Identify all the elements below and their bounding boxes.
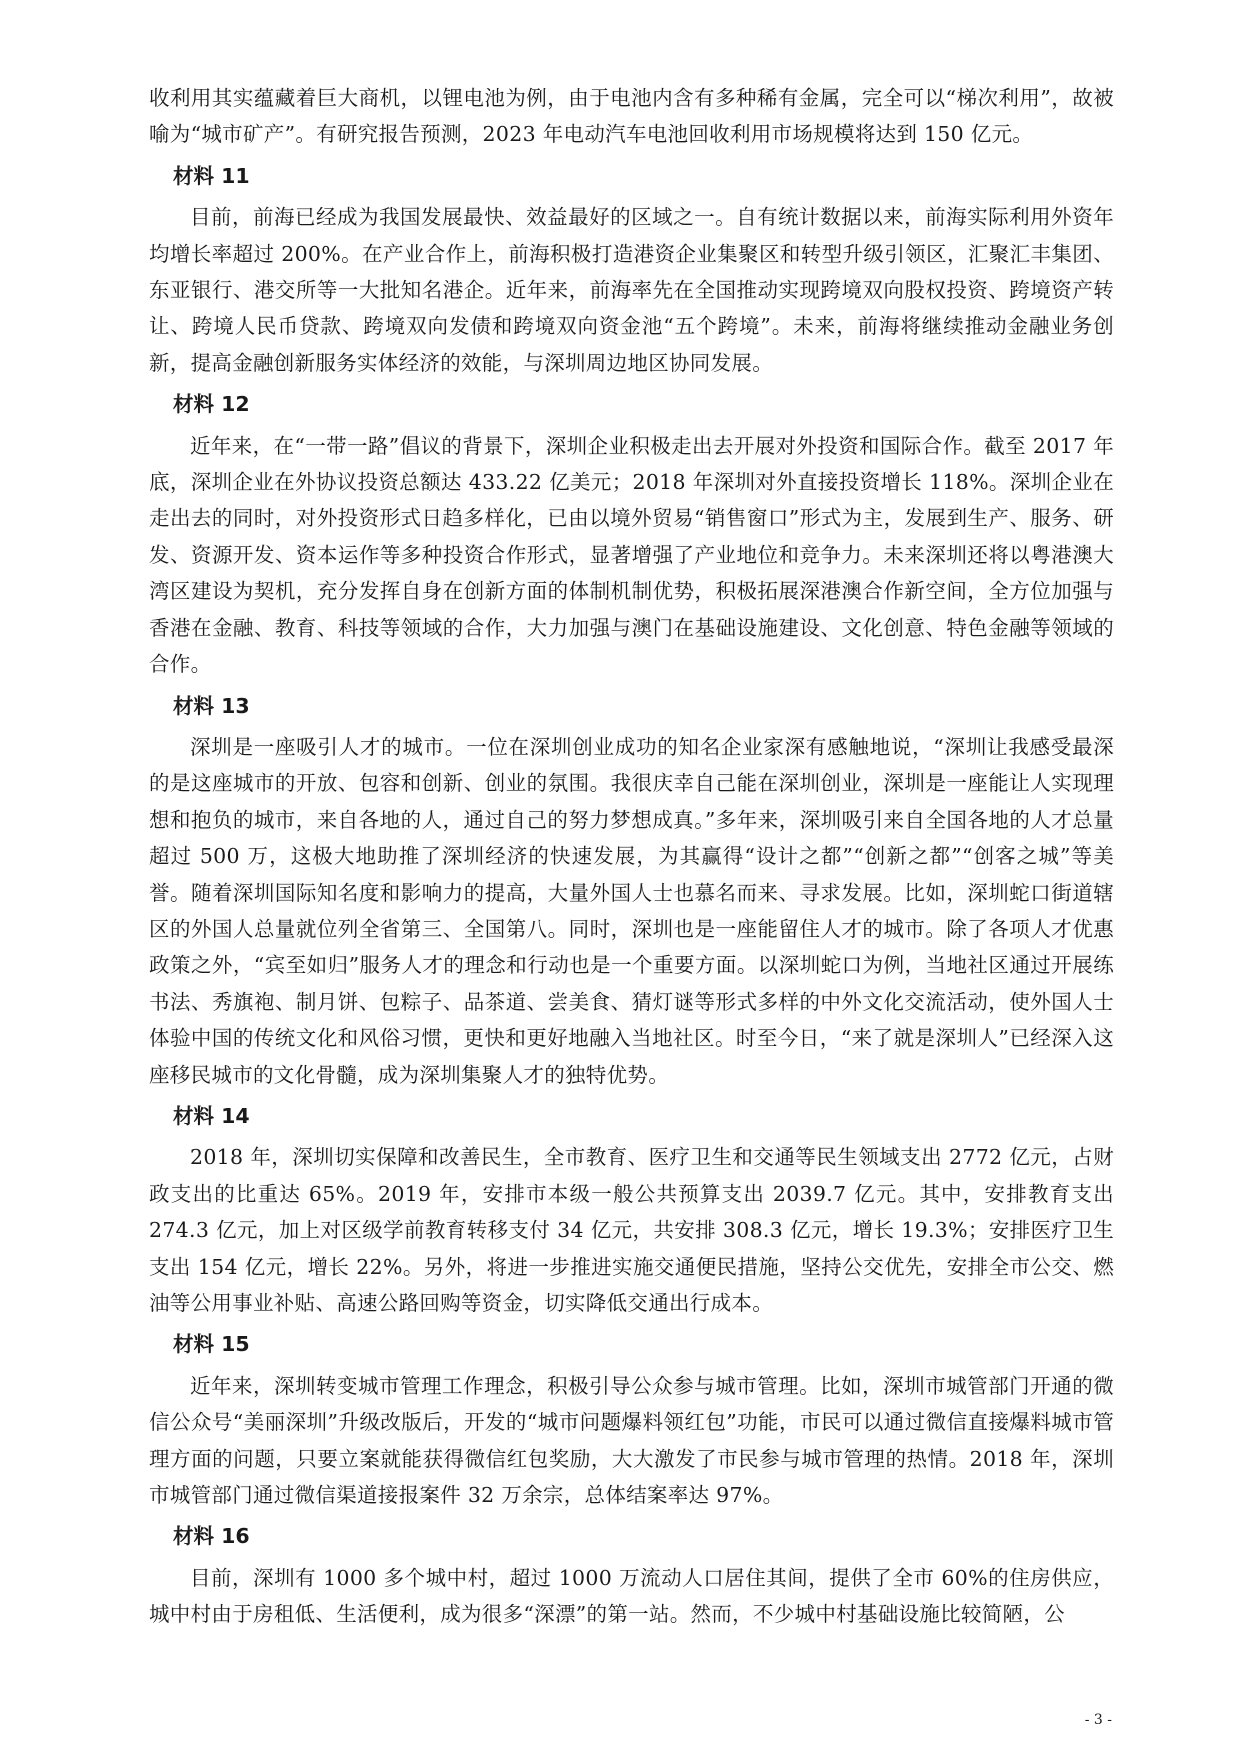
section-paragraph-14: 2018 年，深圳切实保障和改善民生，全市教育、医疗卫生和交通等民生领域支出 2772 亿元，占财政支出的比重达 65%。2019 年，安排市本级一般公共预算支出 2039.7 亿元。其中，安排教育支出 274.3 亿元，加上对区级学前教育转移支付 34 亿元，共安排 308.3 亿元，增长 19.3%；安排医疗卫生支出 154 亿元，增长 22%。另外，将进一步推进实施交通便民措施，坚持公交优先，安排全市公交、燃油等公用事业补贴、高速公路回购等资金，切实降低交通出行成本。 bbox=[149, 1145, 1114, 1315]
page-content bbox=[149, 80, 1114, 1633]
section-paragraph-11: 目前，前海已经成为我国发展最快、效益最好的区域之一。自有统计数据以来，前海实际利用外资年均增长率超过 200%。在产业合作上，前海积极打造港资企业集聚区和转型升级引领区，汇聚汇丰集团、东亚银行、港交所等一大批知名港企。近年来，前海率先在全国推动实现跨境双向股权投资、跨境资产转让、跨境人民币贷款、跨境双向发债和跨境双向资金池“五个跨境”。未来，前海将继续推动金融业务创新，提高金融创新服务实体经济的效能，与深圳周边地区协同发展。 bbox=[149, 205, 1114, 375]
continuation-paragraph: 收利用其实蕴藏着巨大商机，以锂电池为例，由于电池内含有多种稀有金属，完全可以“梯次利用”，故被喻为“城市矿产”。有研究报告预测，2023 年电动汽车电池回收利用市场规模将达到 150 亿元。 bbox=[149, 86, 1114, 147]
section-paragraph-12: 近年来，在“一带一路”倡议的背景下，深圳企业积极走出去开展对外投资和国际合作。截至 2017 年底，深圳企业在外协议投资总额达 433.22 亿美元；2018 年深圳对外直接投资增长 118%。深圳企业在走出去的同时，对外投资形式日趋多样化，已由以境外贸易“销售窗口”形式为主，发展到生产、服务、研发、资源开发、资本运作等多种投资合作形式，显著增强了产业地位和竞争力。未来深圳还将以粤港澳大湾区建设为契机，充分发挥自身在创新方面的体制机制优势，积极拓展深港澳合作新空间，全方位加强与香港在金融、教育、科技等领域的合作，大力加强与澳门在基础设施建设、文化创意、特色金融等领域的合作。 bbox=[149, 433, 1114, 677]
section-heading-16: 材料 16 bbox=[173, 1524, 250, 1549]
section-heading-11: 材料 11 bbox=[173, 163, 250, 188]
section-paragraph-13: 深圳是一座吸引人才的城市。一位在深圳创业成功的知名企业家深有感触地说，“深圳让我感受最深的是这座城市的开放、包容和创新、创业的氛围。我很庆幸自己能在深圳创业，深圳是一座能让人实现理想和抱负的城市，来自各地的人，通过自己的努力梦想成真。”多年来，深圳吸引来自全国各地的人才总量超过 500 万，这极大地助推了深圳经济的快速发展，为其赢得“设计之都”“创新之都”“创客之城”等美誉。随着深圳国际知名度和影响力的提高，大量外国人士也慕名而来、寻求发展。比如，深圳蛇口街道辖区的外国人总量就位列全省第三、全国第八。同时，深圳也是一座能留住人才的城市。除了各项人才优惠政策之外，“宾至如归”服务人才的理念和行动也是一个重要方面。以深圳蛇口为例，当地社区通过开展练书法、秀旗袍、制月饼、包粽子、品茶道、尝美食、猜灯谜等形式多样的中外文化交流活动，使外国人士体验中国的传统文化和风俗习惯，更快和更好地融入当地社区。时至今日，“来了就是深圳人”已经深入这座移民城市的文化骨髓，成为深圳集聚人才的独特优势。 bbox=[149, 734, 1114, 1087]
section-heading-15: 材料 15 bbox=[173, 1332, 250, 1357]
page-number: - 3 - bbox=[1084, 1712, 1112, 1728]
section-heading-13: 材料 13 bbox=[173, 693, 250, 718]
section-paragraph-15: 近年来，深圳转变城市管理工作理念，积极引导公众参与城市管理。比如，深圳市城管部门开通的微信公众号“美丽深圳”升级改版后，开发的“城市问题爆料领红包”功能，市民可以通过微信直接爆料城市管理方面的问题，只要立案就能获得微信红包奖励，大大激发了市民参与城市管理的热情。2018 年，深圳市城管部门通过微信渠道接报案件 32 万余宗，总体结案率达 97%。 bbox=[149, 1373, 1114, 1508]
section-paragraph-16: 目前，深圳有 1000 多个城中村，超过 1000 万流动人口居住其间，提供了全市 60%的住房供应，城中村由于房租低、生活便利，成为很多“深漂”的第一站。然而，不少城中村基础设施比较简陋，公 bbox=[149, 1565, 1114, 1627]
section-heading-14: 材料 14 bbox=[173, 1103, 250, 1128]
section-heading-12: 材料 12 bbox=[173, 392, 250, 417]
